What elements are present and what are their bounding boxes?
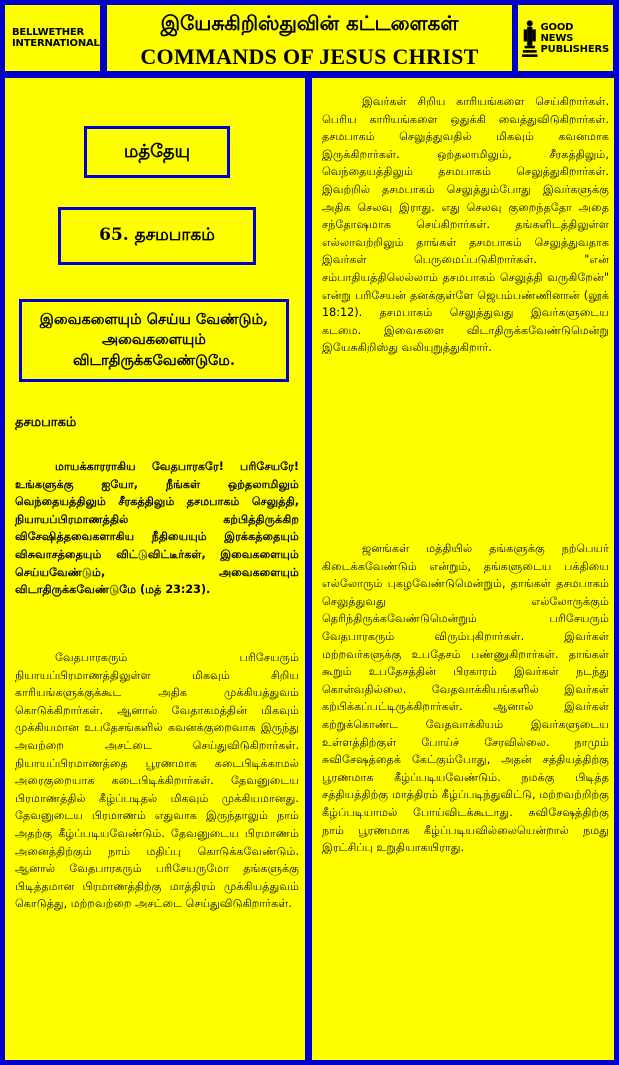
- commentary-paragraph-1: இவர்கள் சிறிய காரியங்களை செய்கிறார்கள். பெரிய காரியங்களை ஒதுக்கி வைத்துவிடுகிறார்கள். தசமபாகம் செலுத்துவதில் மிகவும் கவனமாக இருக்கிறார்கள். ஒற்தலாமிலும், சீரகத்திலும், வெந்தையத்திலும் தசமபாகம் செலுத்துகிறார்கள். இவற்றில் தசமபாகம் செலுத்தும்போது இவர்களுக்கு அதிக செலவு இராது. எது செலவு குறைந்ததோ அதை சந்தோஷமாக செய்கிறார்கள். தங்களிடத்திலுள்ள எல்லாவற்றிலும் தாங்கள் தசமபாகம் செலுத்துவதாக இவர்கள் பெருமைப்படுகிறார்கள். "என் சம்பாதியத்திலெல்லாம் தசமபாகம் செலுத்தி வருகிறேன்" என்று பரிசேயன் தனக்குள்ளே ஜெபம்பண்ணினான் (லூக் 18:12). தசமபாகம் செலுத்துவது இவர்களுடைய கடமை. இவைகளை விடாதிருக்கவேண்டுமென்று இயேசுகிறிஸ்து வலியுறுத்துகிறார்.: [322, 95, 609, 355]
- scripture-verse: மாயக்காரராகிய வேதபாரகரே! பரிசேயரே! உங்களுக்கு ஐயோ, நீங்கள் ஒற்தலாமிலும் வெந்தையத்திலும் சீரகத்திலும் தசமபாகம் செலுத்தி, நியாயப்பிரமாணத்தில் கற்பித்திருக்கிற விசேஷித்தவைகளாகிய நீதியையும் இரக்கத்தையும் விசுவாசத்தையும் விட்டுவிட்டீர்கள், இவைகளையும் செய்யவேண்டும், அவைகளையும் விடாதிருக்கவேண்டுமே (மத் 23:23).: [15, 460, 299, 597]
- logo-left-text: BELLWETHER INTERNATIONAL: [12, 27, 100, 49]
- logo-right-text: GOOD NEWS PUBLISHERS: [540, 21, 609, 55]
- commentary-paragraph: வேதபாரகரும் பரிசேயரும் நியாயப்பிரமாணத்திலுள்ள மிகவும் சிறிய காரியங்களுக்குக்கூட அதிக முக்கியத்துவம் கொடுக்கிறார்கள். ஆனால் வேதாகமத்தின் மிகவும் முக்கியமான உபதேசங்களில் கவனக்குறைவாக இருந்து அவற்றை அசட்டை செய்துவிடுகிறார்கள். நியாயப்பிரமாணத்தை பூரணமாக கடைபிடிக்காமல் அரைகுறையாக கடைபிடிக்கிறார்கள். தேவனுடைய பிரமாணத்தில் கீழ்ப்படிதல் மிகவும் முக்கியமானது. தேவனுடைய பிரமாணம் எதுவாக இருந்தாலும் நாம் அதற்கு கீழ்ப்படியவேண்டும். தேவனுடைய பிரமாணம் அனைத்திற்கும் நாம் மதிப்பு கொடுக்கவேண்டும். ஆனால் வேதபாரகரும் பரிசேயருமோ தங்களுக்கு பிடித்தமான பிரமாணத்திற்கு மாத்திரம் முக்கியத்துவம் கொடுத்து, மற்றவற்றை அசட்டை செய்துவிடுகிறார்கள்.: [15, 651, 299, 911]
- title-tamil: இயேசுகிறிஸ்துவின் கட்டளைகள்: [160, 11, 459, 35]
- chapter-title: 65. தசமபாகம்: [58, 207, 256, 265]
- motto-box: இவைகளையும் செய்ய வேண்டும், அவைகளையும் விடாதிருக்கவேண்டுமே.: [19, 299, 289, 382]
- right-column: [312, 78, 614, 1060]
- book-title: மத்தேயு: [84, 126, 230, 178]
- commentary-paragraph-2: ஜனங்கள் மத்தியில் தங்களுக்கு நற்பெயர் கிடைக்கவேண்டும் என்றும், தங்களுடைய பக்தியை எல்லோரும் புகழவேண்டுமென்றும், தாங்கள் தசமபாகம் செலுத்துவது எல்லோருக்கும் தெரிந்திருக்கவேண்டுமென்றும் பரிசேயரும் வேதபாரகரும் விரும்புகிறார்கள். இவர்கள் மற்றவர்களுக்கு உபதேசம் பண்ணுகிறார்கள். தாங்கள் கூறும் உபதேசத்தின் பிரகாரம் இவர்கள் நடந்து கொள்வதில்லை. வேதவாக்கியங்களில் இவர்கள் கற்பிக்கப்பட்டிருக்கிறார்கள். ஆனால் இவர்கள் கற்றுக்கொண்ட வேதவாக்கியம் இவர்களுடைய உள்ளத்திற்குள் போய்ச் சேரவில்லை. நாமும் சுவிசேஷத்தைக் கேட்கும்போது, அதன் சத்தியத்திற்கு பூரணமாக கீழ்ப்படியவேண்டும். நமக்கு பிடித்த சத்தியத்திற்கு மாத்திரம் கீழ்ப்படிந்துவிட்டு, மற்றவற்றிற்கு கீழ்ப்படியாமல் போய்விடக்கூடாது. சுவிசேஷத்திற்கு நாம் பூரணமாக கீழ்ப்படியவில்லையென்றால் நமது இரட்சிப்பு உறுதியாகயிராது.: [322, 542, 609, 855]
- title-english: COMMANDS OF JESUS CHRIST: [140, 44, 479, 69]
- section-heading: தசமபாகம்: [15, 415, 77, 430]
- publisher-figure-icon: [522, 16, 538, 60]
- header-title-box: [107, 5, 512, 71]
- logo-good-news: [518, 5, 613, 71]
- left-column: [5, 78, 305, 1060]
- logo-bellwether: [5, 5, 100, 71]
